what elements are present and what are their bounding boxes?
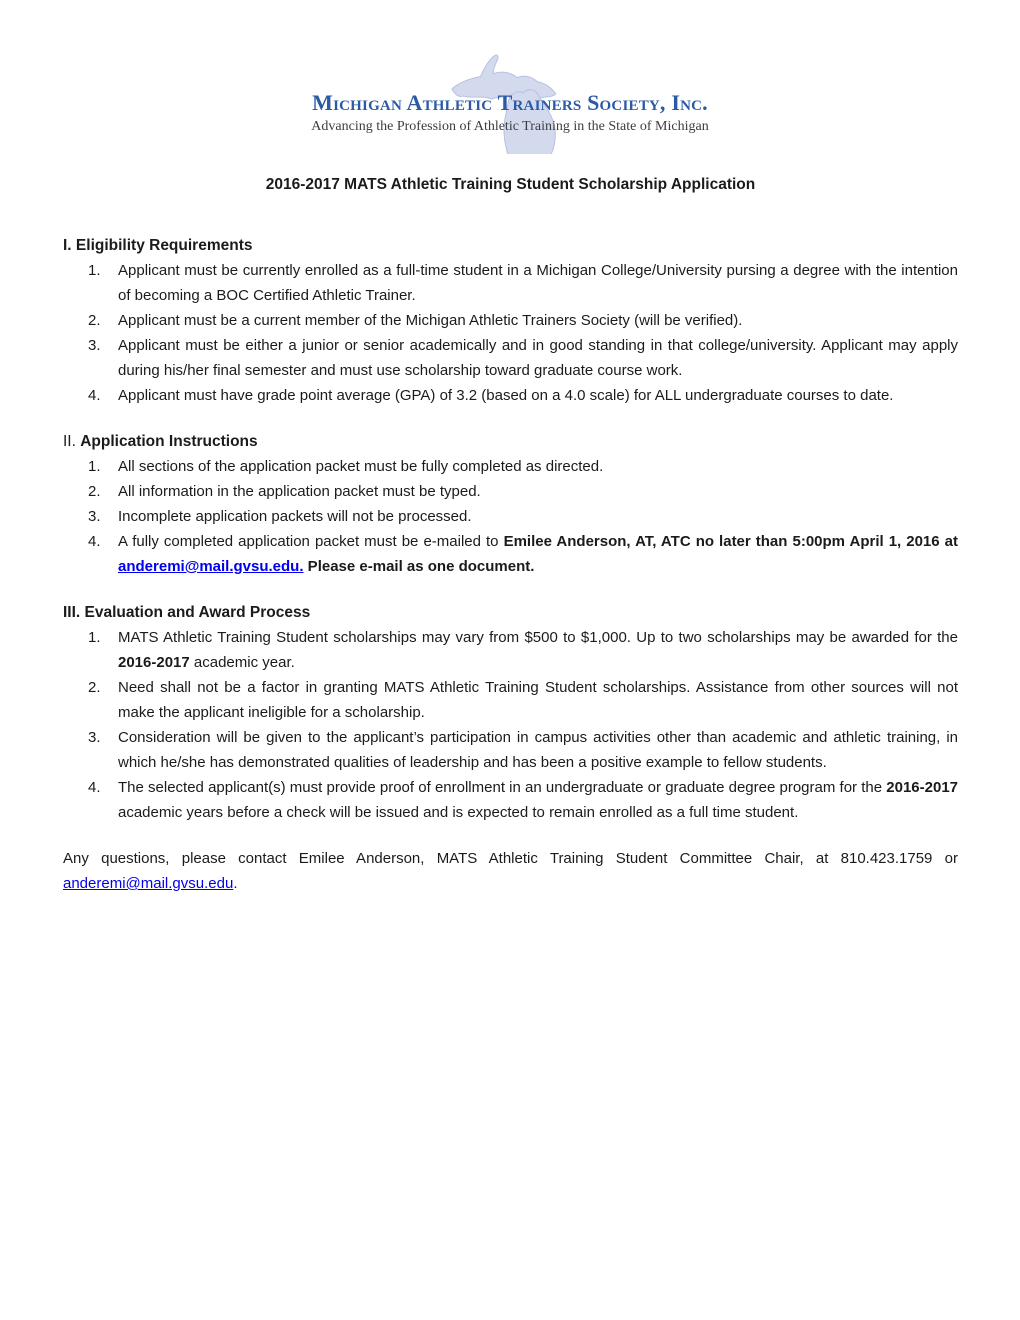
section-application-instructions (63, 429, 958, 579)
closing-contact-paragraph (63, 846, 958, 896)
text-segment: The selected applicant(s) must provide proof of enrollment in an undergraduate or graduate degree program for the (118, 779, 887, 796)
list-item-number: 1. (88, 629, 101, 646)
list-item-text (118, 779, 958, 821)
list-item-number: 1. (88, 458, 101, 475)
list-item (63, 675, 958, 725)
list-item-text (118, 337, 958, 379)
list-item (63, 479, 958, 504)
list-item (63, 775, 958, 825)
list-item-text (118, 629, 958, 671)
list-item (63, 333, 958, 383)
mats-logo (250, 42, 770, 154)
text-segment: III. Evaluation and Award Process (63, 604, 311, 621)
text-segment: Emilee Anderson, AT, ATC no later than 5:00pm April 1, 2016 at (503, 533, 958, 550)
list-item-number: 4. (88, 533, 101, 550)
text-segment: 2016-2017 (886, 779, 958, 796)
list-item-number: 3. (88, 729, 101, 746)
list-item (63, 383, 958, 408)
email-link[interactable]: anderemi@mail.gvsu.edu (63, 875, 234, 892)
text-segment: Need shall not be a factor in granting MATS Athletic Training Student scholarships. Assistance from other sources will not make the applicant ineligible for a scholarship. (118, 679, 958, 721)
text-segment: Applicant must be a current member of the Michigan Athletic Trainers Society (will be verified). (118, 312, 743, 329)
text-segment: Consideration will be given to the applicant’s participation in campus activities other than academic and athletic training, in which he/she has demonstrated qualities of leadership and has been a positive example to fellow students. (118, 729, 958, 771)
text-segment: . (233, 875, 238, 892)
text-segment: academic year. (189, 654, 295, 671)
list-item-number: 2. (88, 312, 101, 329)
list-item (63, 258, 958, 308)
list-item-text (118, 312, 742, 329)
text-segment: A fully completed application packet must be e-mailed to (118, 533, 504, 550)
list-item-text (118, 729, 958, 771)
section-heading (63, 600, 958, 625)
text-segment: MATS Athletic Training Student scholarships may vary from $500 to $1,000. Up to two scholarships may be awarded for the (118, 629, 958, 646)
list-item-text (118, 679, 958, 721)
text-segment: All sections of the application packet must be fully completed as directed. (118, 458, 604, 475)
list-item-number: 3. (88, 337, 101, 354)
list-item (63, 725, 958, 775)
list-item-text (118, 387, 893, 404)
section-heading (63, 429, 958, 454)
page-title: 2016-2017 MATS Athletic Training Student Scholarship Application (265, 176, 756, 193)
list-item-text (118, 458, 603, 475)
text-segment: Applicant must be either a junior or senior academically and in good standing in that college/university. Applicant may apply during his/her final semester and must use scholarship toward graduate course work. (118, 337, 958, 379)
text-segment: Incomplete application packets will not be processed. (118, 508, 472, 525)
list-item (63, 504, 958, 529)
list-item-number: 2. (88, 483, 101, 500)
section-heading (63, 233, 958, 258)
list-item (63, 454, 958, 479)
list-item-text (118, 508, 472, 525)
text-segment: II. (63, 433, 81, 450)
list-item-number: 2. (88, 679, 101, 696)
email-link[interactable]: anderemi@mail.gvsu.edu. (118, 558, 304, 575)
list-item (63, 529, 958, 579)
text-segment: academic years before a check will be issued and is expected to remain enrolled as a full time student. (118, 804, 799, 821)
list-item-number: 4. (88, 779, 101, 796)
text-segment: I. Eligibility Requirements (63, 237, 253, 254)
text-segment: All information in the application packet must be typed. (118, 483, 481, 500)
logo-tagline: Advancing the Profession of Athletic Training in the State of Michigan (311, 119, 709, 134)
list-item-text (118, 533, 958, 575)
list-item-text (118, 483, 481, 500)
logo-org-name: Michigan Athletic Trainers Society, Inc. (312, 90, 708, 115)
text-segment: Please e-mail as one document. (303, 558, 535, 575)
text-segment: 2016-2017 (118, 654, 190, 671)
text-segment: Applicant must have grade point average (GPA) of 3.2 (based on a 4.0 scale) for ALL undergraduate courses to date. (118, 387, 894, 404)
section-evaluation-award-process (63, 600, 958, 825)
section-eligibility-requirements (63, 233, 958, 408)
list-item (63, 625, 958, 675)
text-segment: Any questions, please contact Emilee Anderson, MATS Athletic Training Student Committee Chair, at 810.423.1759 or (63, 850, 958, 867)
list-item-number: 1. (88, 262, 101, 279)
text-segment: Applicant must be currently enrolled as a full-time student in a Michigan College/University pursing a degree with the intention of becoming a BOC Certified Athletic Trainer. (118, 262, 958, 304)
text-segment: Application Instructions (80, 433, 258, 450)
list-item-number: 4. (88, 387, 101, 404)
list-item-text (118, 262, 958, 304)
list-item-number: 3. (88, 508, 101, 525)
list-item (63, 308, 958, 333)
document-content (0, 172, 1020, 896)
